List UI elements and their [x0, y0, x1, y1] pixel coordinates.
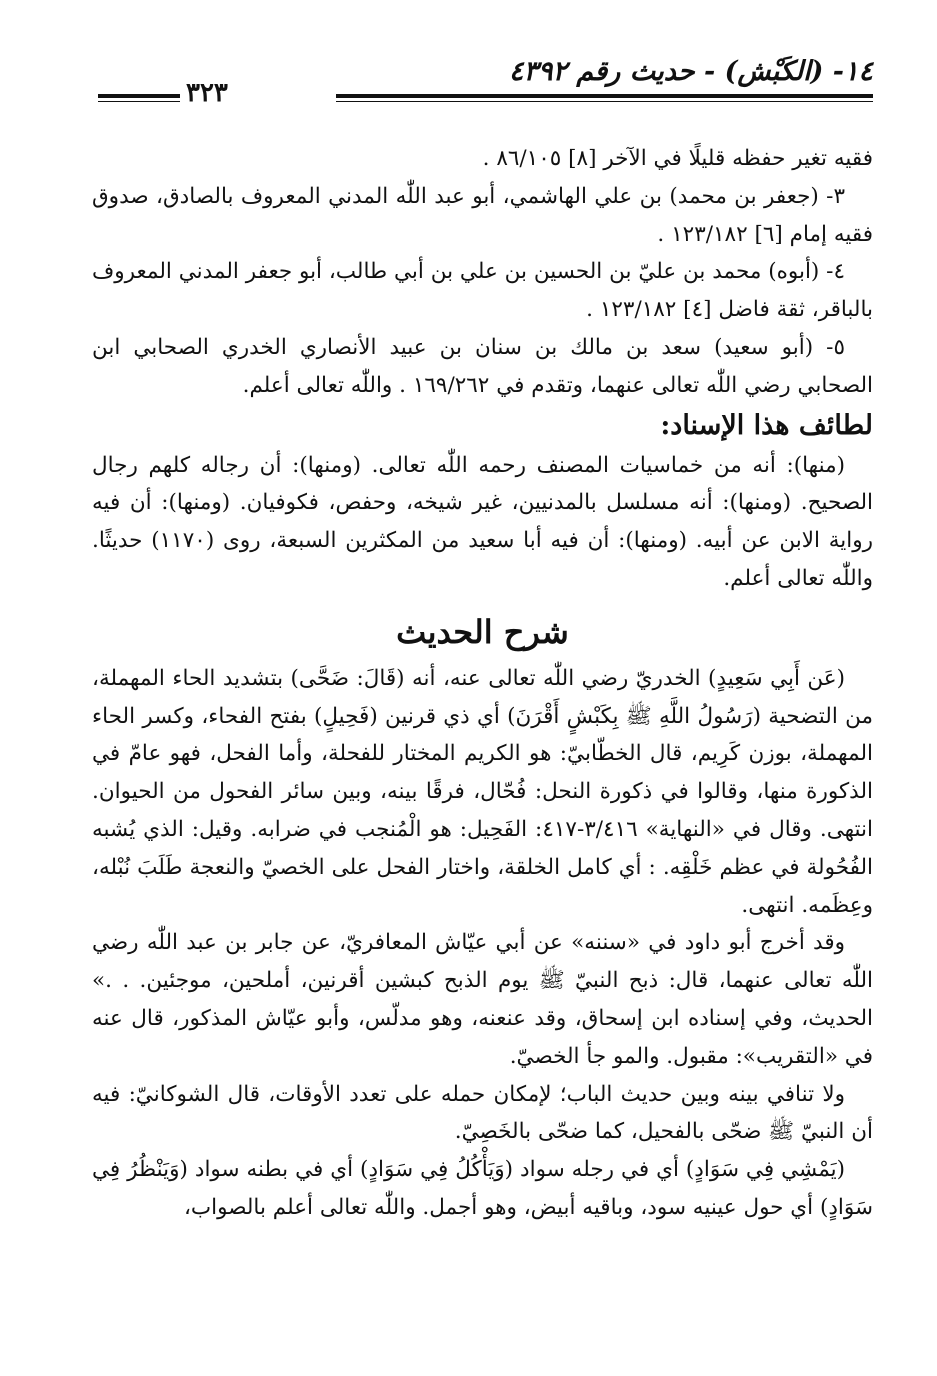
section-heading-sharh: شرح الحديث — [396, 612, 569, 651]
page-number-rule — [98, 94, 180, 102]
running-title: ١٤- (الكَبْش) - حديث رقم ٤٣٩٢ — [508, 56, 873, 87]
narrator-entry: فقيه تغير حفظه قليلًا في الآخر [٨] ٨٦/١٠٥ . — [482, 146, 873, 171]
commentary-paragraph: (يَمْشِي فِي سَوَادٍ) أي في رجله سواد (وَيَأْكُلُ فِي سَوَادٍ) أي في بطنه سواد (وَيَنْظُرُ فِي سَوَادٍ) أي حول عينيه سود، وباقيه أبيض، وهو أجمل. واللّٰه تعالى أعلم بالصواب، — [92, 1157, 873, 1220]
commentary-paragraph: وقد أخرج أبو داود في «سننه» عن أبي عيّاش المعافريّ، عن جابر بن عبد اللّٰه رضي اللّٰه تعالى عنهما، قال: ذبح النبيّ ﷺ يوم الذبح كبشين أقرنين، أملحين، موجئين. . .» الحديث، وفي إسناده ابن إسحاق، وقد عنعنه، وهو مدلّس، وأبو عيّاش المذكور، قال عنه في «التقريب»: مقبول. والمو جأ الخصيّ. — [92, 930, 873, 1069]
commentary-paragraph: (عَن أَبِي سَعِيدٍ) الخدريّ رضي اللّٰه تعالى عنه، أنه (قَالَ: ضَحَّى) بتشديد الحاء المهملة، من التضحية (رَسُولُ اللَّهِ ﷺ بِكَبْشٍ أَقْرَنَ) أي ذي قرنين (فَحِيلٍ) بفتح الفحاء، وكسر الحاء المهملة، بوزن كَرِيم، قال الخطّابيّ: هو الكريم المختار للفحلة، وأما الفحل، فهو عامّ في الذكورة منها، وقالوا في ذكورة النحل: فُحّال، فرقًا بينه، وبين سائر الفحول من الحيوان. انتهى. وقال في «النهاية» ٣/٤١٦-٤١٧: الفَحِيل: هو الْمُنجب في ضرابه. وقيل: الذي يُشبه الفُحُولة في عظم خَلْقِه. : أي كامل الخلقة، واختار الفحل على الخصيّ والنعجة طَلَبَ نُبْله، وعِظَمه. انتهى. — [92, 665, 873, 918]
lataif-paragraph: (منها): أنه من خماسيات المصنف رحمه اللّٰه تعالى. (ومنها): أن رجاله كلهم رجال الصحيح. (ومنها): أنه مسلسل بالمدنيين، غير شيخه، وحفص، فكوفيان. (ومنها): أن فيه رواية الابن عن أبيه. (ومنها): أن فيه أبا سعيد من المكثرين السبعة، روى (١١٧٠) حديثًا. واللّٰه تعالى أعلم. — [92, 452, 873, 591]
page-body — [92, 140, 873, 1227]
section-heading-lataif: لطائف هذا الإسناد: — [660, 409, 873, 441]
narrator-entry: ٥- (أبو سعيد) سعد بن مالك بن سنان بن عبيد الأنصاري الخدري الصحابي ابن الصحابي رضي اللّٰه تعالى عنهما، وتقدم في ١٦٩/٢٦٢ . واللّٰه تعالى أعلم. — [92, 334, 873, 398]
narrator-entry: ٣- (جعفر بن محمد) بن علي الهاشمي، أبو عبد اللّٰه المدني المعروف بالصادق، صدوق فقيه إمام [٦] ١٢٣/١٨٢ . — [92, 183, 873, 247]
page-number: ٣٢٣ — [186, 78, 228, 108]
commentary-paragraph: ولا تنافي بينه وبين حديث الباب؛ لإمكان حمله على تعدد الأوقات، قال الشوكانيّ: فيه أن النبيّ ﷺ ضحّى بالفحيل، كما ضحّى بالخَصِيّ. — [92, 1081, 873, 1145]
page-header — [98, 50, 873, 110]
header-rule — [336, 94, 873, 102]
narrator-entry: ٤- (أبوه) محمد بن عليّ بن الحسين بن علي بن أبي طالب، أبو جعفر المدني المعروف بالباقر، ثقة فاضل [٤] ١٢٣/١٨٢ . — [92, 259, 873, 323]
